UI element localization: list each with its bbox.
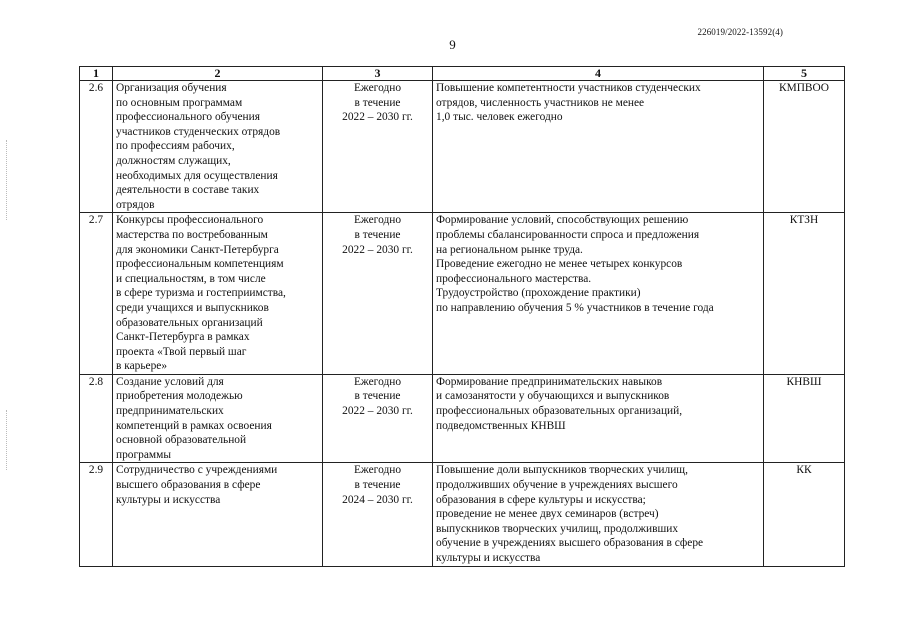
result-line: Формирование предпринимательских навыков (436, 375, 663, 388)
period-line: в течение (354, 228, 401, 241)
result-line: культуры и искусства (436, 552, 541, 564)
activity-line: деятельности в составе таких (116, 184, 260, 197)
result-line: Повышение доли выпускников творческих училищ, (436, 464, 688, 477)
column-header: 1 (80, 67, 113, 81)
executor-cell: КТЗН (764, 213, 845, 375)
page-number: 9 (449, 37, 456, 52)
document-id: 226019/2022-13592(4) (697, 27, 783, 37)
row-number: 2.9 (80, 463, 113, 566)
period-cell (323, 213, 433, 375)
period-cell (323, 463, 433, 566)
result-line: проблемы сбалансированности спроса и предложения (436, 228, 700, 241)
period-line: Ежегодно (353, 214, 402, 227)
result-line: продолживших обучение в учреждениях высшего (436, 479, 678, 492)
table-row (80, 213, 845, 375)
executor-cell: КМПВОО (764, 81, 845, 213)
activity-line: участников студенческих отрядов (116, 125, 281, 138)
period-line: в течение (354, 96, 401, 109)
period-line: Ежегодно (353, 464, 402, 477)
period-line: Ежегодно (353, 82, 402, 94)
result-line: по направлению обучения 5 % участников в течение года (436, 301, 714, 314)
period-cell (323, 81, 433, 213)
activity-line: отрядов (116, 198, 155, 211)
executor-cell: КНВШ (764, 374, 845, 463)
activity-line: образовательных организаций (116, 316, 263, 329)
scan-margin-mark (6, 140, 8, 220)
column-header: 4 (433, 67, 764, 81)
activity-line: программы (116, 448, 171, 461)
result-cell (433, 374, 764, 463)
period-line: 2022 – 2030 гг. (342, 111, 413, 124)
result-line: образования в сфере культуры и искусства; (436, 493, 646, 506)
activity-line: компетенций в рамках освоения (116, 419, 272, 432)
activity-line: в сфере туризма и гостеприимства, (116, 287, 286, 300)
activity-line: должностям служащих, (116, 154, 231, 167)
activity-line: Создание условий для (116, 375, 224, 388)
activity-cell (113, 374, 323, 463)
result-line: Трудоустройство (прохождение практики) (436, 287, 641, 300)
activity-line: предпринимательских (116, 405, 224, 418)
row-number: 2.8 (80, 374, 113, 463)
activity-line: среди учащихся и выпускников (116, 301, 269, 314)
activity-line: в карьере» (116, 360, 168, 373)
activity-line: для экономики Санкт-Петербурга (116, 243, 279, 256)
result-line: и самозанятости у обучающихся и выпускников (436, 390, 670, 403)
executor-cell: КК (764, 463, 845, 566)
activity-line: по профессиям рабочих, (116, 140, 235, 153)
result-line: на региональном рынке труда. (436, 243, 583, 256)
activity-line: Санкт-Петербурга в рамках (116, 331, 250, 344)
activity-line: профессиональным компетенциям (116, 258, 284, 271)
result-line: проведение не менее двух семинаров (встреч) (436, 508, 659, 521)
activity-cell (113, 213, 323, 375)
activities-table (79, 66, 845, 567)
scan-margin-mark (6, 410, 8, 470)
result-line: Проведение ежегодно не менее четырех конкурсов (436, 258, 683, 271)
activity-line: основной образовательной (116, 434, 247, 447)
activity-line: культуры и искусства (116, 493, 221, 506)
column-header: 5 (764, 67, 845, 81)
row-number: 2.7 (80, 213, 113, 375)
period-line: в течение (354, 390, 401, 403)
result-line: профессиональных образовательных организаций, (436, 405, 683, 418)
activity-line: Сотрудничество с учреждениями (116, 464, 278, 477)
result-line: выпускников творческих училищ, продолживших (436, 522, 679, 535)
activity-line: и специальностям, в том числе (116, 272, 266, 285)
period-line: Ежегодно (353, 375, 402, 388)
result-line: Повышение компетентности участников студенческих (436, 82, 701, 94)
result-cell (433, 81, 764, 213)
result-cell (433, 213, 764, 375)
result-line: 1,0 тыс. человек ежегодно (436, 111, 563, 124)
period-cell (323, 374, 433, 463)
period-line: 2024 – 2030 гг. (342, 493, 413, 506)
result-line: обучение в учреждениях высшего образования в сфере (436, 537, 704, 550)
column-number-row (80, 67, 845, 81)
activity-cell (113, 81, 323, 213)
activity-line: высшего образования в сфере (116, 479, 261, 492)
activity-line: Организация обучения (116, 82, 227, 94)
result-cell (433, 463, 764, 566)
table-row (80, 463, 845, 566)
period-line: 2022 – 2030 гг. (342, 405, 413, 418)
column-header: 2 (113, 67, 323, 81)
activity-line: профессионального обучения (116, 111, 260, 124)
activity-line: мастерства по востребованным (116, 228, 268, 241)
activity-line: необходимых для осуществления (116, 169, 278, 182)
period-line: 2022 – 2030 гг. (342, 243, 413, 256)
result-line: Формирование условий, способствующих решению (436, 214, 689, 227)
table-row (80, 374, 845, 463)
table-body (80, 81, 845, 567)
period-line: в течение (354, 479, 401, 492)
column-header: 3 (323, 67, 433, 81)
activity-line: по основным программам (116, 96, 243, 109)
result-line: профессионального мастерства. (436, 272, 592, 285)
result-line: отрядов, численность участников не менее (436, 96, 645, 109)
activity-line: Конкурсы профессионального (116, 214, 264, 227)
table-row (80, 81, 845, 213)
result-line: подведомственных КНВШ (436, 419, 566, 432)
row-number: 2.6 (80, 81, 113, 213)
activity-cell (113, 463, 323, 566)
activity-line: проекта «Твой первый шаг (116, 345, 247, 358)
activity-line: приобретения молодежью (116, 390, 243, 403)
